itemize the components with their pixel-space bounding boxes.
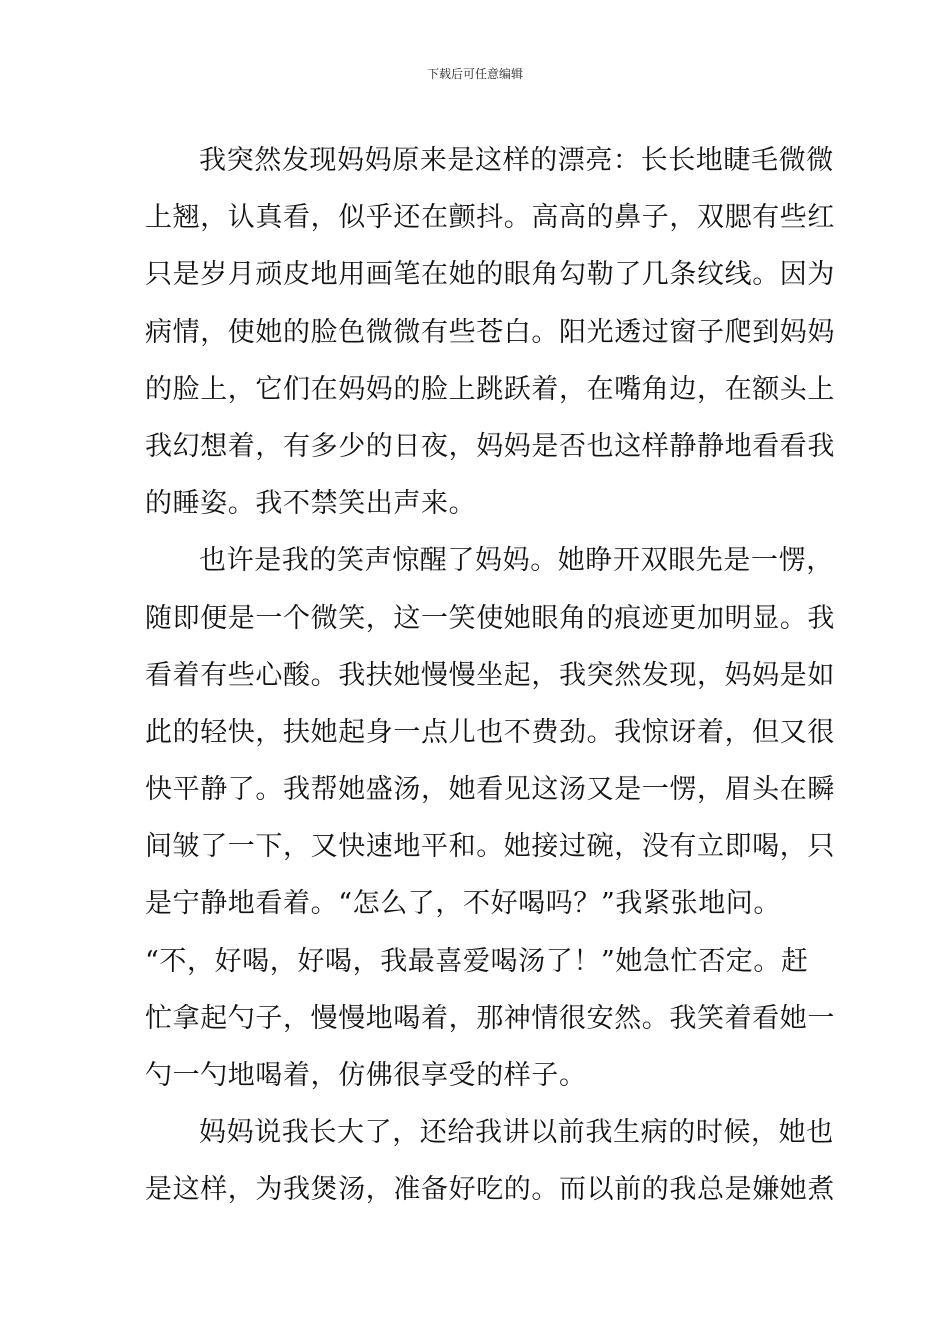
page-header: 下载后可任意编辑 — [426, 67, 523, 81]
text-line: 只是岁月顽皮地用画笔在她的眼角勾勒了几条纹线。因为 — [145, 259, 835, 291]
text-line: 快平静了。我帮她盛汤，她看见这汤又是一愣，眉头在瞬 — [145, 774, 835, 806]
text-line: 上翘，认真看，似乎还在颤抖。高高的鼻子，双腮有些红 — [145, 202, 835, 234]
text-line: 间皱了一下，又快速地平和。她接过碗，没有立即喝，只 — [145, 831, 835, 863]
text-line: “不，好喝，好喝，我最喜爱喝汤了！”她急忙否定。赶 — [145, 945, 809, 977]
text-line: 看着有些心酸。我扶她慢慢坐起，我突然发现，妈妈是如 — [145, 659, 835, 691]
text-line: 妈妈说我长大了，还给我讲以前我生病的时候，她也 — [199, 1117, 834, 1149]
text-line: 勺一勺地喝着，仿佛很享受的样子。 — [145, 1060, 587, 1091]
text-line: 我幻想着，有多少的日夜，妈妈是否也这样静静地看看我 — [145, 430, 835, 462]
text-line: 的睡姿。我不禁笑出声来。 — [145, 488, 477, 520]
text-line: 是宁静地看着。“怎么了，不好喝吗？”我紧张地问。 — [145, 888, 782, 920]
text-line: 的脸上，它们在妈妈的脸上跳跃着，在嘴角边，在额头上 — [145, 373, 835, 405]
text-line: 病情，使她的脸色微微有些苍白。阳光透过窗子爬到妈妈 — [145, 316, 835, 348]
text-line: 随即便是一个微笑，这一笑使她眼角的痕迹更加明显。我 — [145, 602, 835, 634]
body-text — [145, 132, 835, 1219]
text-line: 也许是我的笑声惊醒了妈妈。她睁开双眼先是一愣， — [199, 545, 834, 577]
text-line: 此的轻快，扶她起身一点儿也不费劲。我惊讶着，但又很 — [145, 716, 835, 748]
text-line: 我突然发现妈妈原来是这样的漂亮：长长地睫毛微微 — [199, 145, 834, 176]
text-line: 是这样，为我煲汤，准备好吃的。而以前的我总是嫌她煮 — [145, 1174, 835, 1206]
text-line: 忙拿起勺子，慢慢地喝着，那神情很安然。我笑着看她一 — [145, 1002, 835, 1034]
